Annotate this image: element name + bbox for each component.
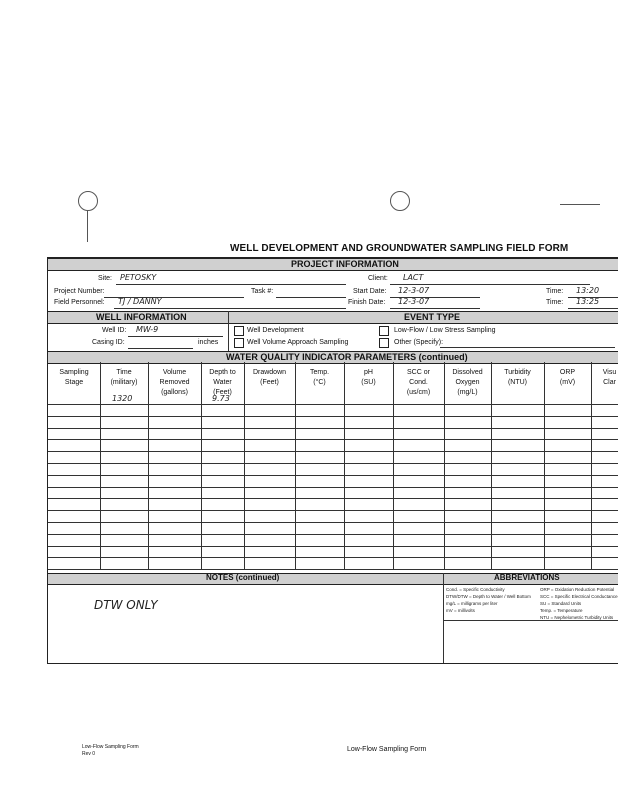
table-row[interactable] — [48, 475, 618, 487]
table-row[interactable] — [48, 510, 618, 522]
wq-col-time-line2: (military) — [110, 379, 138, 386]
finish-date-value[interactable]: 12-3-07 — [398, 297, 430, 306]
wq-col-temp-line1: Temp. — [309, 369, 330, 376]
abbr-right-0: ORP = Oxidation Reduction Potential — [540, 587, 615, 592]
hole-punch-left-stem — [87, 210, 88, 242]
event-option-low-flow: Low-Flow / Low Stress Sampling — [394, 327, 496, 334]
footer-left-line2: Rev 0 — [82, 751, 96, 757]
well-id-label: Well ID: — [102, 327, 127, 334]
wq-col-cond-line1: SCC or — [407, 369, 430, 376]
wq-col-do-line3: (mg/L) — [457, 389, 478, 396]
table-row[interactable] — [48, 463, 618, 475]
wq-col-volume-line1: Volume — [162, 369, 187, 376]
notes-heading: NOTES (continued) — [206, 573, 280, 582]
wq-col-volume-line3: (gallons) — [161, 389, 188, 396]
well-info-heading: WELL INFORMATION — [96, 312, 187, 322]
client-line — [390, 284, 590, 285]
wq-col-ph-line1: pH — [364, 369, 373, 376]
wq-col-orp-line1: ORP — [559, 369, 576, 376]
wq-col-drawdown-line1: Drawdown — [252, 369, 287, 376]
finish-date-label: Finish Date: — [348, 299, 386, 306]
wq-col-do-line2: Oxygen — [455, 379, 480, 386]
client-label: Client: — [368, 275, 388, 282]
client-value[interactable]: LACT — [403, 273, 424, 282]
wq-col-temp — [295, 368, 344, 388]
site-value[interactable]: PETOSKY — [120, 273, 157, 282]
footer-center: Low-Flow Sampling Form — [347, 746, 427, 753]
wq-col-visual-line1: Visu — [602, 369, 617, 376]
wq-col-depth-line1: Depth to — [209, 369, 236, 376]
project-number-label: Project Number: — [54, 288, 105, 295]
wq-col-time — [100, 368, 148, 388]
table-row[interactable] — [48, 428, 618, 440]
task-label: Task #: — [251, 288, 274, 295]
wq-col-turbidity-line1: Turbidity — [504, 369, 531, 376]
site-line — [116, 284, 346, 285]
start-date-value[interactable]: 12-3-07 — [398, 286, 430, 295]
wq-col-cond — [393, 368, 444, 398]
wq-col-stage-line2: Stage — [64, 379, 84, 386]
time-value-2[interactable]: 13:25 — [576, 297, 600, 306]
time-label-1: Time: — [546, 288, 564, 295]
start-date-label: Start Date: — [353, 288, 387, 295]
wq-col-ph — [344, 368, 393, 388]
wq-col-drawdown — [244, 368, 295, 388]
wq-col-volume-line2: Removed — [159, 379, 190, 386]
field-personnel-value[interactable]: TJ / DANNY — [118, 297, 162, 306]
wq-col-time-line1: Time — [116, 369, 132, 376]
hole-punch-left — [78, 191, 98, 211]
event-type-heading: EVENT TYPE — [404, 312, 461, 322]
table-row[interactable] — [48, 487, 618, 499]
checkbox-well-development[interactable] — [234, 326, 244, 336]
well-id-line — [128, 336, 223, 337]
wq-row1-time[interactable]: 1320 — [112, 394, 133, 403]
wq-col-orp — [544, 368, 591, 388]
event-option-well-development: Well Development — [247, 327, 304, 334]
event-option-well-volume: Well Volume Approach Sampling — [247, 339, 349, 346]
event-option-other: Other (Specify): — [394, 339, 444, 346]
wq-col-ph-line2: (SU) — [361, 379, 376, 386]
well-id-value[interactable]: MW-9 — [136, 325, 159, 334]
wq-col-turbidity — [491, 368, 544, 388]
time-label-2: Time: — [546, 299, 564, 306]
casing-id-line — [128, 348, 193, 349]
time-line-2 — [568, 308, 618, 309]
task-line — [276, 297, 346, 298]
table-row[interactable] — [48, 439, 618, 451]
table-row[interactable] — [48, 557, 618, 569]
abbr-bottom-line — [443, 620, 618, 621]
abbr-right-3: Temp. = Temperature — [540, 608, 583, 613]
footer-left-line1: Low-Flow Sampling Form — [82, 744, 139, 750]
wq-col-do — [444, 368, 491, 398]
table-row[interactable] — [48, 546, 618, 558]
wq-row1-depth[interactable]: 9.73 — [212, 394, 230, 403]
wq-col-drawdown-line2: (Feet) — [260, 379, 279, 386]
hole-punch-center — [390, 191, 410, 211]
wq-col-depth-line3: (Feet) — [213, 389, 232, 396]
wq-col-do-line1: Dissolved — [452, 369, 483, 376]
casing-units: inches — [198, 339, 219, 346]
wq-row-line — [48, 569, 618, 570]
abbr-right-2: SU = Standard Units — [540, 601, 582, 606]
wq-col-visual-line2: Clar — [603, 379, 616, 386]
wq-col-depth-line2: Water — [213, 379, 232, 386]
field-form — [47, 257, 618, 664]
wq-col-stage-line1: Sampling — [59, 369, 89, 376]
checkbox-low-flow[interactable] — [379, 326, 389, 336]
casing-id-label: Casing ID: — [92, 339, 125, 346]
form-title: WELL DEVELOPMENT AND GROUNDWATER SAMPLING FIELD FORM — [230, 243, 569, 254]
project-info-heading: PROJECT INFORMATION — [291, 259, 399, 269]
well-event-divider — [228, 311, 229, 351]
abbreviations-heading: ABBREVIATIONS — [494, 573, 560, 582]
abbr-right-1: SCC = Specific Electrical Conductance — [540, 594, 618, 599]
wq-heading: WATER QUALITY INDICATOR PARAMETERS (continued) — [226, 352, 468, 362]
wq-col-cond-line2: Cond. — [409, 379, 428, 386]
notes-handwritten[interactable]: DTW ONLY — [94, 598, 158, 612]
abbr-left-2: mg/L = milligrams per liter — [446, 601, 498, 606]
field-personnel-line — [114, 308, 346, 309]
scan-mark-right — [560, 204, 600, 205]
other-specify-line — [440, 347, 615, 348]
wq-col-stage — [48, 368, 100, 388]
abbr-left-0: Cond. = Specific Conductivity — [446, 587, 505, 592]
field-personnel-label: Field Personnel: — [54, 299, 105, 306]
notes-abbr-divider — [443, 573, 444, 663]
wq-col-orp-line2: (mV) — [559, 379, 576, 386]
abbr-right-4: NTU = Nephelometric Turbidity Units — [540, 615, 614, 620]
abbr-left-1: DTW/DTW = Depth to Water / Well Bottom — [446, 594, 531, 599]
table-row[interactable] — [48, 522, 618, 534]
finish-date-line — [390, 308, 480, 309]
table-row[interactable] — [48, 416, 618, 428]
wq-col-visual — [591, 368, 618, 388]
time-value-1[interactable]: 13:20 — [576, 286, 600, 295]
abbr-left-3: mV = millivolts — [446, 608, 475, 613]
wq-col-cond-line3: (us/cm) — [406, 389, 431, 396]
wq-col-volume — [148, 368, 201, 398]
table-row[interactable] — [48, 451, 618, 463]
table-row[interactable] — [48, 498, 618, 510]
table-row[interactable] — [48, 534, 618, 546]
wq-col-temp-line2: (°C) — [313, 379, 326, 386]
table-row[interactable] — [48, 404, 618, 416]
checkbox-well-volume[interactable] — [234, 338, 244, 348]
wq-col-turbidity-line2: (NTU) — [507, 379, 528, 386]
site-label: Site: — [98, 275, 113, 282]
checkbox-other[interactable] — [379, 338, 389, 348]
